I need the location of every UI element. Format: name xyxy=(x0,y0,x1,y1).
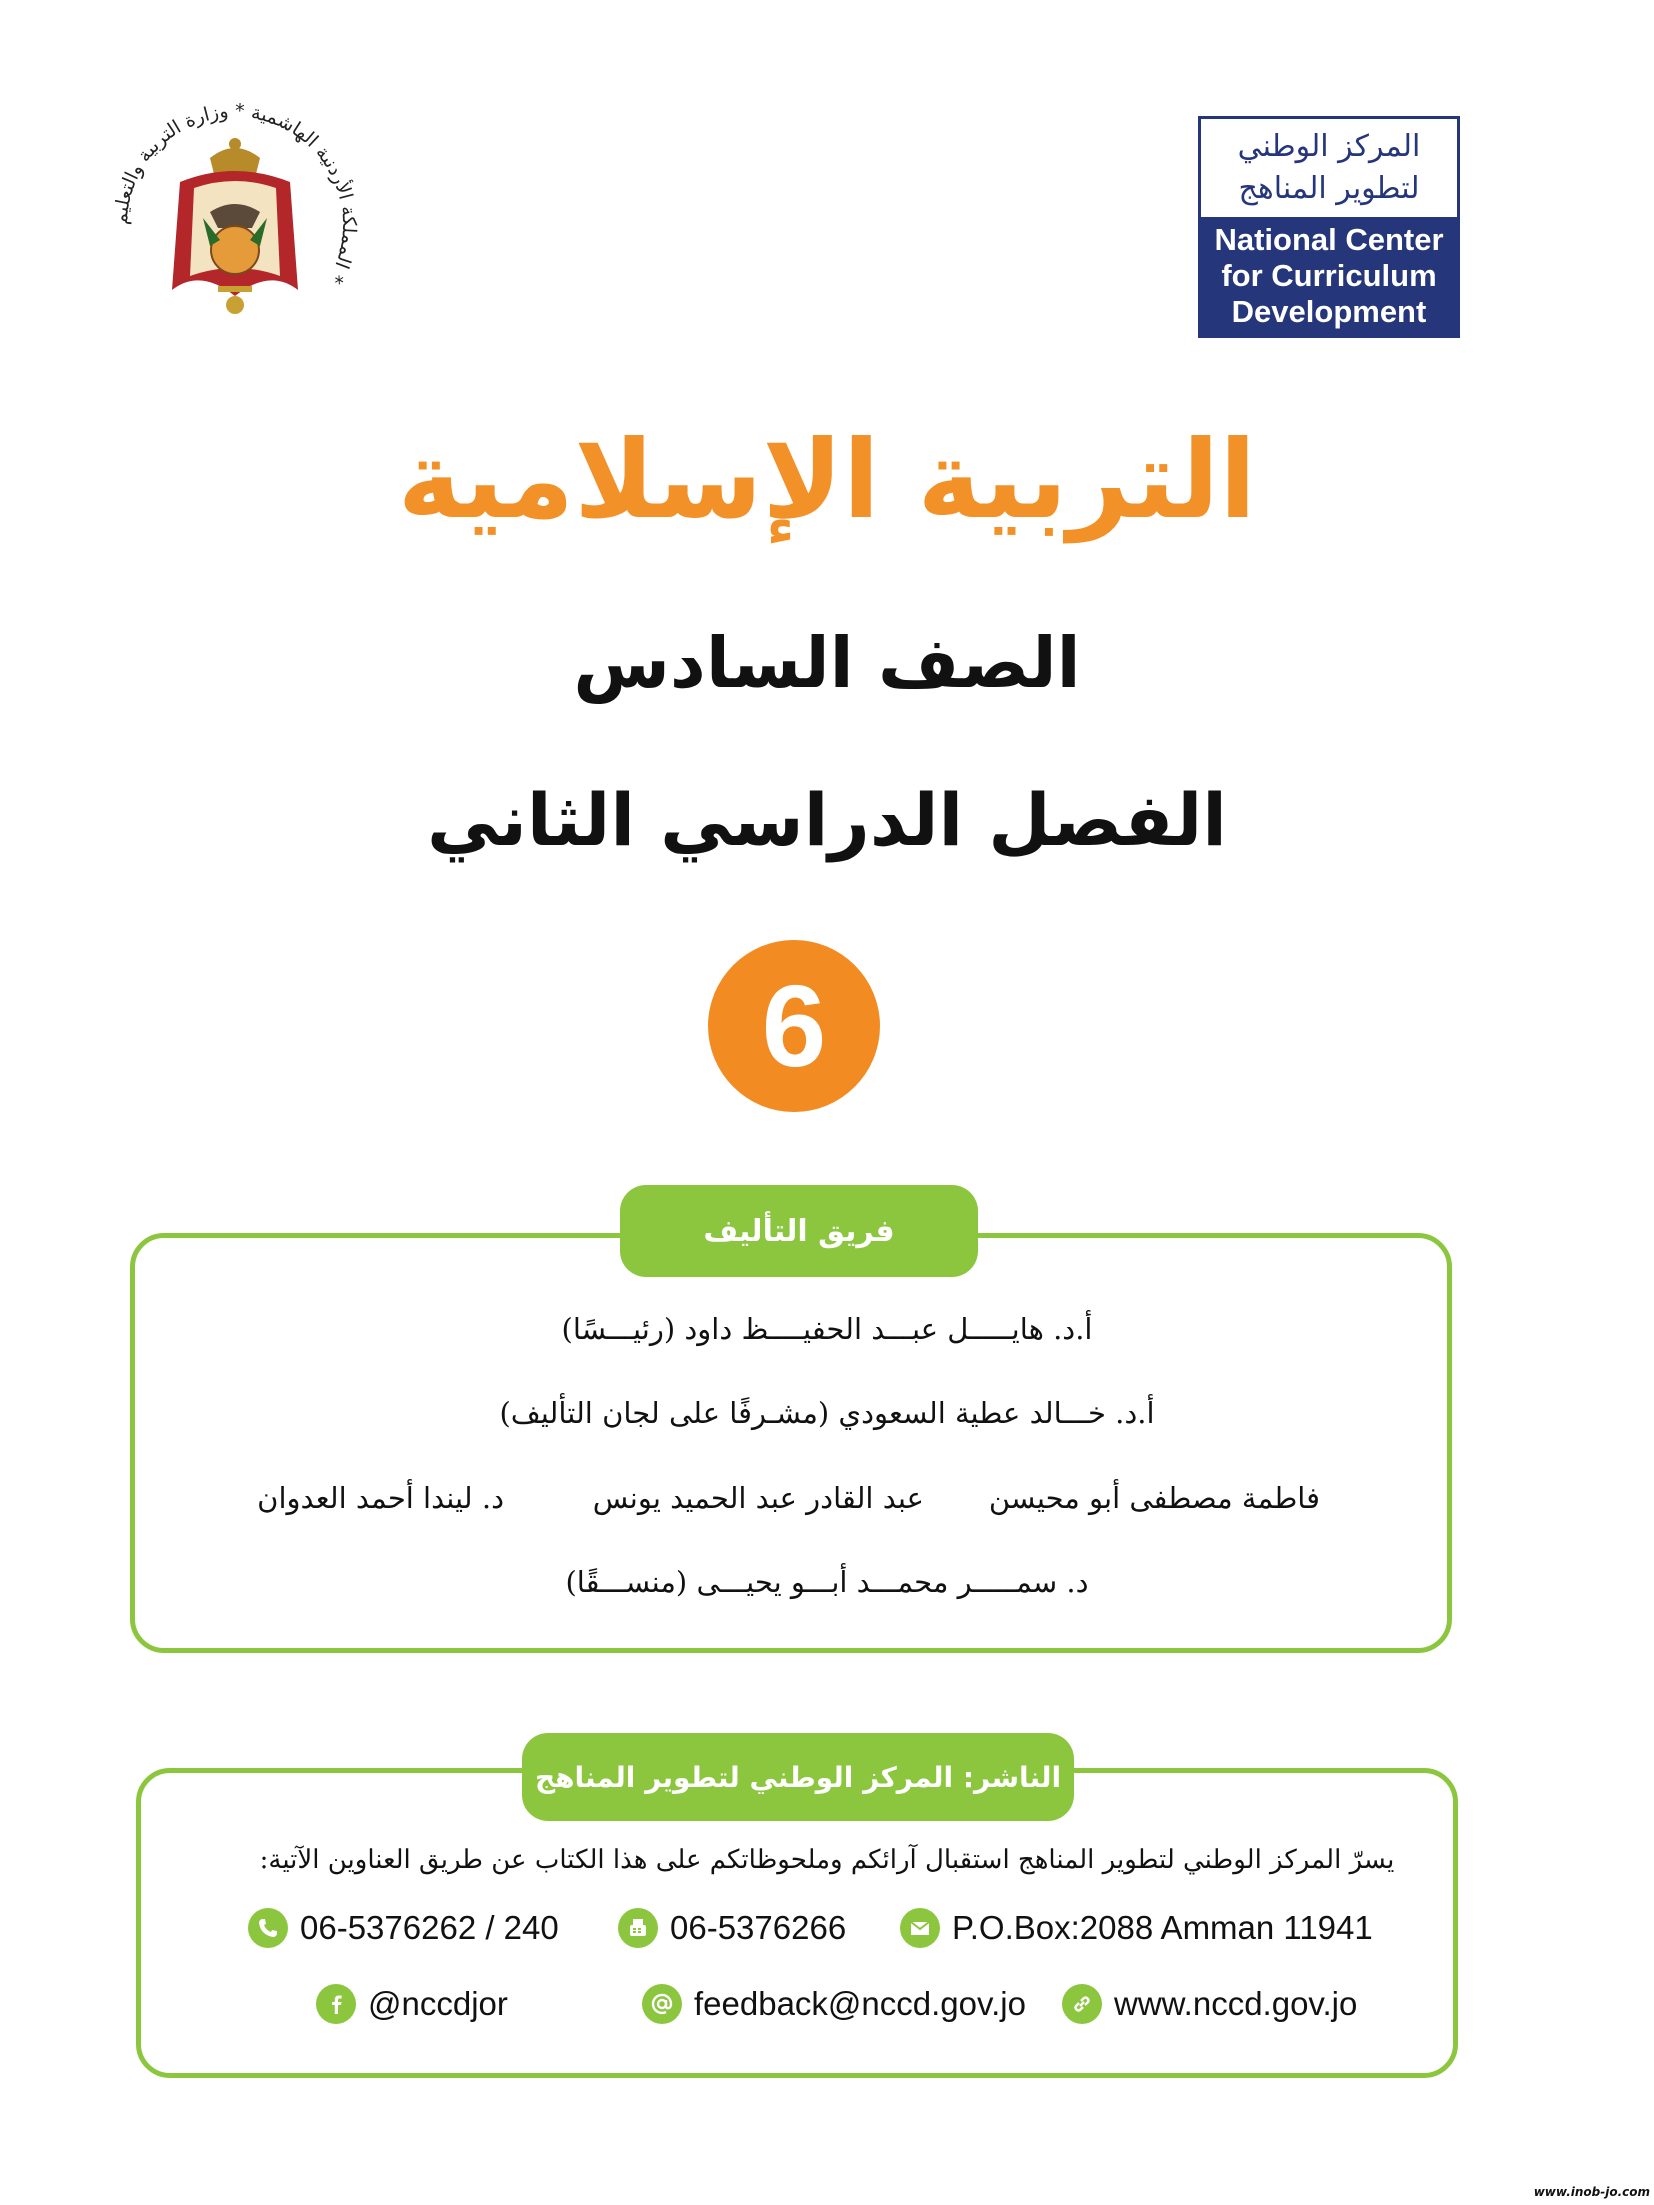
facebook-contact[interactable] xyxy=(316,1984,508,2024)
nccd-logo-en-line1: National Center xyxy=(1214,222,1444,257)
pobox-address: P.O.Box:2088 Amman 11941 xyxy=(952,1909,1373,1946)
email-contact[interactable] xyxy=(642,1984,1026,2024)
author-line: د. ليندا أحمد العدوان xyxy=(257,1481,504,1515)
author-line: أ.د. هايـــــل عبـــد الحفيــــظ داود (رئيـــسًا) xyxy=(561,1312,1093,1346)
grade-title: الصف السادس xyxy=(573,622,1081,704)
website-url[interactable]: www.nccd.gov.jo xyxy=(1114,1985,1358,2022)
link-icon xyxy=(1062,1984,1102,2024)
fax-icon xyxy=(618,1908,658,1948)
website-contact[interactable] xyxy=(1062,1984,1357,2024)
fax-contact xyxy=(618,1908,846,1948)
author-line: فاطمة مصطفى أبو محيسن xyxy=(988,1481,1320,1515)
ministry-seal xyxy=(110,100,360,350)
nccd-logo-en-line2: for Curriculum xyxy=(1221,258,1437,293)
phone-contact xyxy=(248,1908,559,1948)
nccd-logo-english xyxy=(1201,217,1457,335)
author-line: عبد القادر عبد الحميد يونس xyxy=(592,1481,924,1515)
publisher-note: يسرّ المركز الوطني لتطوير المناهج استقبال آرائكم وملحوظاتكم على هذا الكتاب عن طريق العناوين الآتية: xyxy=(259,1845,1395,1875)
term-title: الفصل الدراسي الثاني xyxy=(427,778,1227,862)
author-line: أ.د. خـــالد عطية السعودي (مشـرفًا على لجان التأليف) xyxy=(499,1396,1155,1430)
author-line: د. سمـــــر محمـــد أبـــو يحيـــى (منســـقًا) xyxy=(565,1565,1089,1599)
fax-number: 06-5376266 xyxy=(670,1909,847,1946)
seal-text: المملكة الأردنية الهاشمية * وزارة التربية والتعليم * xyxy=(110,100,360,288)
nccd-logo xyxy=(1198,116,1460,338)
nccd-logo-ar-line1: المركز الوطني xyxy=(1237,129,1421,164)
mail-icon xyxy=(900,1908,940,1948)
nccd-logo-arabic xyxy=(1201,119,1457,217)
facebook-handle[interactable]: @nccdjor xyxy=(368,1985,508,2022)
phone-number: 06-5376262 / 240 xyxy=(300,1909,559,1946)
book-title: التربية الإسلامية xyxy=(397,418,1257,543)
email-address[interactable]: feedback@nccd.gov.jo xyxy=(694,1985,1026,2022)
publisher-heading: الناشر: المركز الوطني لتطوير المناهج xyxy=(522,1733,1074,1821)
watermark: www.inob-jo.com xyxy=(1533,2185,1650,2199)
nccd-logo-en-line3: Development xyxy=(1231,294,1427,329)
facebook-icon xyxy=(316,1984,356,2024)
pobox-contact xyxy=(900,1908,1373,1948)
phone-icon xyxy=(248,1908,288,1948)
authors-heading: فريق التأليف xyxy=(620,1185,978,1277)
grade-number-badge: 6 xyxy=(708,940,880,1112)
at-icon xyxy=(642,1984,682,2024)
nccd-logo-ar-line2: لتطوير المناهج xyxy=(1238,171,1420,206)
ministry-seal-emblem-icon xyxy=(110,100,360,350)
